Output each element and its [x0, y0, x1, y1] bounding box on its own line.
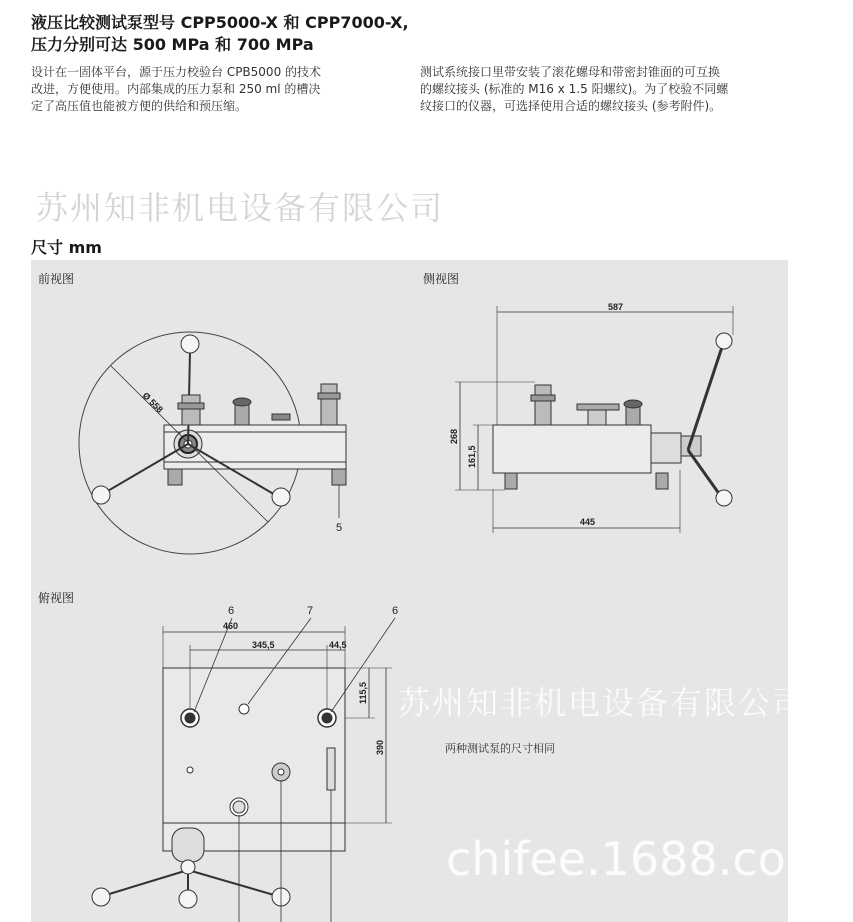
front-view-drawing — [79, 332, 346, 554]
watermark-company-middle: 苏州知非机电设备有限公司 — [398, 684, 807, 722]
side-view-label: 侧视图 — [423, 272, 460, 286]
side-width-label: 587 — [608, 302, 624, 312]
top-depth-label: 390 — [375, 739, 385, 755]
intro-left-line: 改进，方便使用。内部集成的压力泵和 250 ml 的槽决 — [31, 82, 321, 96]
front-view-label: 前视图 — [38, 272, 75, 286]
side-height-label: 268 — [449, 428, 459, 444]
front-diameter-label: Ø 558 — [140, 390, 166, 415]
title-line-2: 压力分别可达 500 MPa 和 700 MPa — [31, 35, 314, 54]
intro-left-line: 定了高压值也能被方便的供给和预压缩。 — [31, 99, 248, 113]
watermark-company: 苏州知非机电设备有限公司 — [36, 189, 445, 227]
top-b-label: 44,5 — [329, 640, 347, 650]
callout-5: 5 — [336, 522, 343, 534]
same-dimensions-note: 两种测试泵的尺寸相同 — [445, 742, 555, 755]
side-view-drawing — [449, 302, 733, 533]
intro-right-line: 纹接口的仪器，可选择使用合适的螺纹接头 (参考附件)。 — [420, 99, 722, 113]
top-c-label: 115,5 — [358, 681, 368, 704]
callout-6-left: 6 — [228, 605, 235, 617]
side-mid-label: 161,5 — [467, 445, 477, 468]
title-line-1: 液压比较测试泵型号 CPP5000-X 和 CPP7000-X, — [31, 13, 409, 32]
top-view-label: 俯视图 — [38, 591, 75, 605]
top-view-drawing — [92, 605, 398, 922]
dimensions-heading: 尺寸 mm — [31, 238, 102, 257]
intro-right-line: 的螺纹接头 (标准的 M16 x 1.5 阳螺纹)。为了校验不同螺 — [420, 82, 729, 96]
top-a-label: 345,5 — [252, 640, 275, 650]
side-base-label: 445 — [580, 517, 596, 527]
callout-6-right: 6 — [392, 605, 399, 617]
intro-left-line: 设计在一固体平台，源于压力校验台 CPB5000 的技术 — [31, 65, 322, 79]
callout-7: 7 — [307, 605, 314, 617]
top-width-label: 460 — [223, 621, 239, 631]
watermark-site: chifee.1688.com — [446, 832, 831, 886]
intro-right-line: 测试系统接口里带安装了滚花螺母和带密封锥面的可互换 — [420, 65, 721, 79]
